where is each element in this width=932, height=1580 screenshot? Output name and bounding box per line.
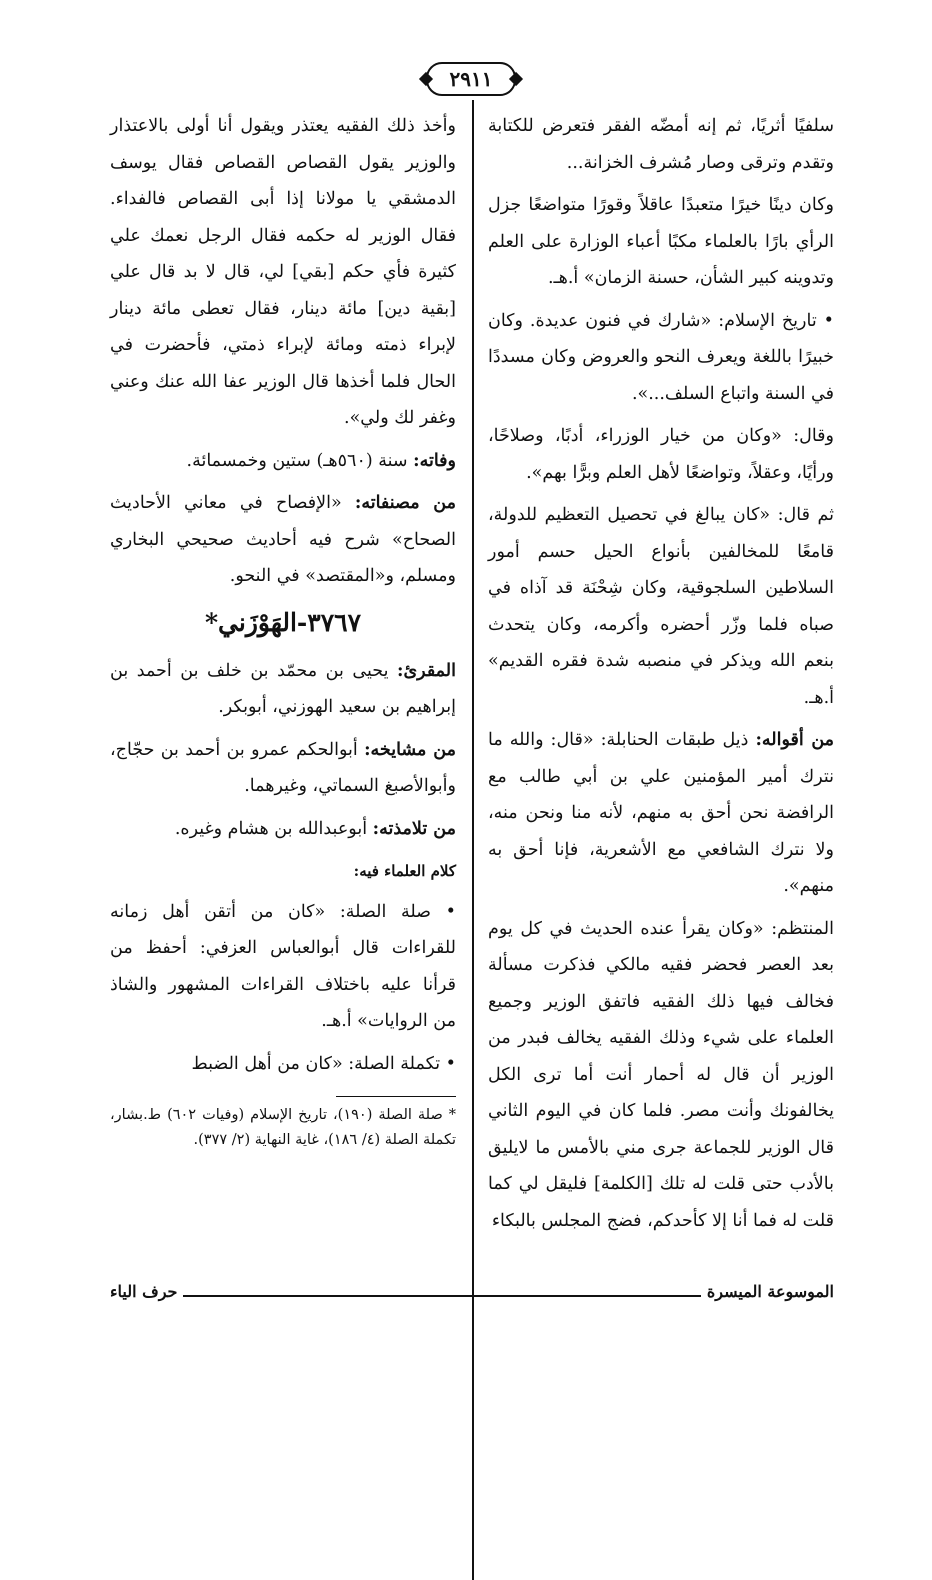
paragraph: • تكملة الصلة: «كان من أهل الضبط	[191, 1053, 456, 1074]
right-column	[488, 108, 834, 1245]
paragraph: وأخذ ذلك الفقيه يعتذر ويقول أنا أولى بالاعتذار والوزير يقول القصاص القصاص فقال يوسف الدمشقي يا مولانا إذا أبى القصاص فالفداء. فقال الوزير له حكمه فقال الرجل نعمك علي كثيرة فأي حكم [بقي] لي، قال لا بد قال علي [بقية دين] مائة دينار، فقال تعطى مائة دينار لإبراء ذمته ومائة لإبراء ذمتي، فأحضرت في الحال فلما أخذها قال الوزير عفا الله عنك وعني وغفر لك ولي».	[110, 116, 456, 428]
students-text: أبوعبدالله بن هشام وغيره.	[174, 818, 373, 839]
entry-title: ٣٧٦٧-الهَوْزَني*	[204, 607, 362, 637]
page-number: ٢٩١١	[426, 62, 516, 96]
reader-label: المقرئ:	[397, 660, 456, 681]
teachers-paragraph	[110, 732, 456, 805]
sayings-text: ذيل طبقات الحنابلة: «قال: والله ما نترك أمير المؤمنين علي بن أبي طالب مع الرافضة نحن أحق به منهم، لأنه منا ونحن منه، ولا نترك الشافعي مع الأشعرية، فإنا أحق به منهم».	[488, 730, 834, 896]
works-label: من مصنفاته:	[354, 493, 456, 513]
students-label: من تلامذته:	[372, 818, 456, 839]
teachers-text: أبوالحكم عمرو بن أحمد بن حجّاج، وأبوالأصبغ السماتي، وغيرهما.	[110, 739, 456, 796]
scholars-heading: كلام العلماء فيه:	[353, 862, 456, 880]
reader-paragraph	[110, 653, 456, 726]
sayings-label: من أقواله:	[755, 730, 835, 750]
students-paragraph	[110, 811, 456, 848]
teachers-label: من مشايخه:	[364, 739, 456, 760]
column-divider	[472, 100, 474, 1580]
works-paragraph	[110, 485, 456, 595]
paragraph: سلفيًا أثريًا، ثم إنه أمضّه الفقر فتعرض للكتابة وتقدم وترقى وصار مُشرف الخزانة...	[488, 116, 834, 173]
sayings-paragraph	[488, 722, 834, 905]
paragraph: وقال: «وكان من خيار الوزراء، أدبًا، وصلاحًا، ورأيًا، وعقلاً، وتواضعًا لأهل العلم وبرًّا بهم».	[488, 426, 834, 483]
left-column	[110, 108, 456, 1153]
footnote: * صلة الصلة (١٩٠)، تاريخ الإسلام (وفيات ٦٠٢) ط.بشار، تكملة الصلة (٤/ ١٨٦)، غاية النهاية (٢/ ٣٧٧).	[110, 1107, 456, 1148]
paragraph: • صلة الصلة: «كان من أتقن أهل زمانه للقراءات قال أبوالعباس العزفي: أحفظ من قرأنا عليه باختلاف القراءات المشهور والشاذ من الروايات» أ.هـ.	[110, 901, 456, 1031]
footer-series-title: الموسوعة الميسرة	[701, 1282, 834, 1301]
death-text: سنة (٥٦٠هـ) ستين وخمسمائة.	[186, 450, 414, 471]
reader-text: يحيى بن محمّد بن خلف بن أحمد بن إبراهيم بن سعيد الهوزني، أبوبكر.	[110, 660, 456, 717]
paragraph: المنتظم: «وكان يقرأ عنده الحديث في كل يوم بعد العصر فحضر فقيه مالكي فذكرت مسألة فخالف فيها ذلك الفقيه فاتفق الوزير وجميع العلماء على شيء وذلك الفقيه يخالف فبدر من الوزير أن قال له أحمار أنت أما ترى الكل يخالفونك وأنت مصر. فلما كان في اليوم الثاني قال الوزير للجماعة جرى مني بالأمس ما لايليق بالأدب حتى قلت له تلك [الكلمة] فليقل لي كما قلت له فما أنا إلا كأحدكم، فضج المجلس بالبكاء	[488, 918, 834, 1231]
death-label: وفاته:	[413, 450, 456, 471]
death-paragraph	[110, 443, 456, 480]
paragraph: وكان دينًا خيرًا متعبدًا عاقلاً وقورًا متواضعًا جزل الرأي بارًا بالعلماء مكبًا أعباء الوزارة على العلم وتدوينه كبير الشأن، حسنة الزمان» أ.هـ.	[488, 195, 834, 288]
footer-section-title: حرف الياء	[110, 1282, 183, 1301]
works-text: «الإفصاح في معاني الأحاديث الصحاح» شرح فيه أحاديث صحيحي البخاري ومسلم، و«المقتصد» في النحو.	[110, 493, 456, 586]
footnote-rule	[336, 1096, 456, 1097]
paragraph: ثم قال: «كان يبالغ في تحصيل التعظيم للدولة، قامعًا للمخالفين بأنواع الحيل حسم أمور السلاطين السلجوقية، وكان شِحْنَة قد آذاه في صباه فلما وزّر أحضره وأكرمه، وكان يتحدث بنعم الله ويذكر في منصبه شدة فقره القديم» أ.هـ.	[488, 505, 834, 708]
paragraph: • تاريخ الإسلام: «شارك في فنون عديدة. وكان خبيرًا باللغة ويعرف النحو والعروض وكان مسددًا في السنة واتباع السلف...».	[488, 310, 834, 404]
